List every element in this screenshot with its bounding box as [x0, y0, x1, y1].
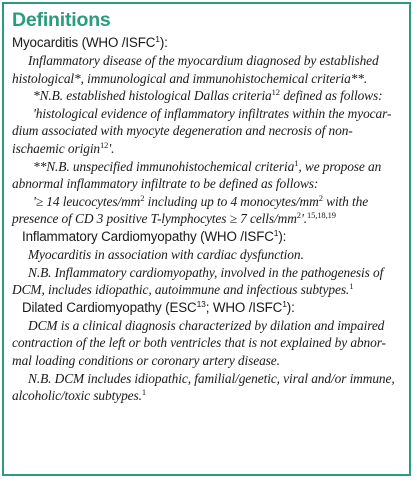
- definition-line: histological*, immunological and immunohistochemical criteria**.: [12, 70, 368, 86]
- note-line: N.B. DCM includes idiopathic, familial/genetic, viral and/or immune,: [28, 370, 395, 386]
- note-line: ischaemic origin$^{12}$'.: [12, 139, 115, 156]
- definitions-panel: [2, 2, 411, 476]
- note-line: **N.B. unspecified immunohistochemical criteria$^1$, we propose an: [33, 157, 382, 174]
- note-line: N.B. Inflammatory cardiomyopathy, involved in the pathogenesis of: [28, 264, 384, 280]
- note-line: '≥ 14 leucocytes/$mm^2$ including up to 4 monocytes/$mm^2$ with the: [33, 192, 369, 209]
- myocarditis-heading: Myocarditis (WHO /ISFC$^1$):: [12, 34, 168, 50]
- note-line: 'histological evidence of inflammatory infiltrates within the myocar-: [33, 105, 392, 121]
- inflammatory-cardiomyopathy-heading: Inflammatory Cardiomyopathy (WHO /ISFC$^1$):: [22, 227, 287, 244]
- definition-line: DCM is a clinical diagnosis characterized by dilation and impaired: [28, 317, 385, 333]
- note-line: alcoholic/toxic subtypes.$^1$: [12, 387, 147, 404]
- definition-line: Myocarditis in association with cardiac dysfunction.: [28, 246, 304, 262]
- note-line: presence of CD 3 positive T-lymphocytes ≥ 7 cells/$mm^2'.^{15,18,19}$: [12, 210, 336, 227]
- note-line: dium associated with myocyte degeneration and necrosis of non-: [12, 123, 353, 139]
- definition-line: Inflammatory disease of the myocardium diagnosed by established: [28, 53, 379, 68]
- definition-line: contraction of the left or both ventricles that is not explained by abnor-: [12, 335, 386, 351]
- note-line: abnormal inflammatory infiltrate to be defined as follows:: [12, 176, 319, 192]
- note-line: *N.B. established histological Dallas criteria$^{12}$ defined as follows:: [33, 87, 383, 104]
- dilated-cardiomyopathy-heading: Dilated Cardiomyopathy (ESC$^{13}$; WHO /ISFC$^1$):: [22, 298, 295, 315]
- note-line: DCM, includes idiopathic, autoimmune and infectious subtypes.$^1$: [12, 281, 354, 298]
- definition-line: mal loading conditions or coronary artery disease.: [12, 352, 280, 368]
- panel-title: Definitions: [12, 9, 111, 31]
